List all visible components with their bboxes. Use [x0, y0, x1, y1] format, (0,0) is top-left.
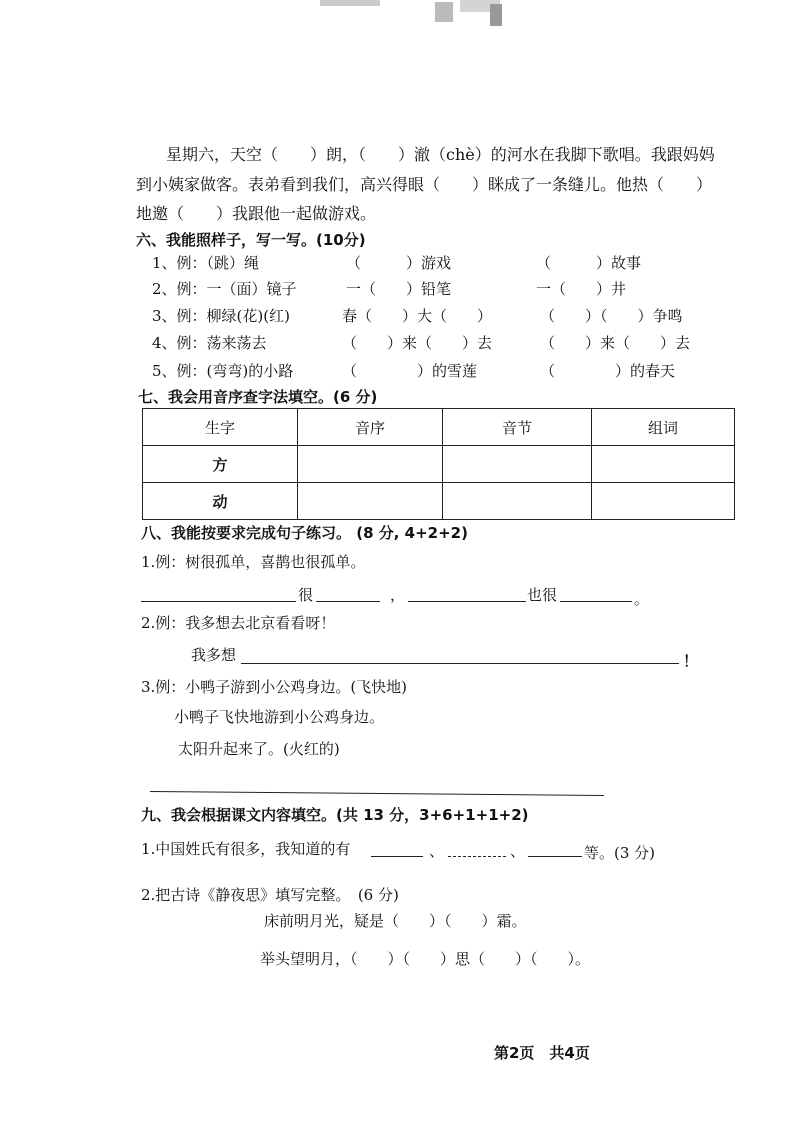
section6-blank-3a: 春（ ）大（ ）: [342, 307, 493, 325]
q1-fill-a: 很: [298, 586, 314, 604]
section8-q2: 2.例：我多想去北京看看呀！: [141, 614, 336, 632]
q2-prefix: 我多想: [191, 646, 237, 664]
q1-end: 。: [634, 590, 650, 608]
answer-line[interactable]: [316, 601, 380, 602]
q1-fill-b: 也很: [527, 586, 558, 604]
passage-line-2: 到小姨家做客。表弟看到我们，高兴得眼（ ）眯成了一条缝儿。他热（ ）: [136, 175, 713, 194]
answer-line[interactable]: [150, 791, 604, 796]
section8-q1: 1.例：树很孤单，喜鹊也很孤单。: [141, 553, 366, 571]
section8-heading: 八、我能按要求完成句子练习。 (8 分, 4+2+2): [141, 524, 468, 542]
table-cell-blank[interactable]: [592, 446, 735, 483]
q1-sep-2: 、: [510, 842, 526, 860]
passage-line-3: 地邀（ ）我跟他一起做游戏。: [136, 204, 377, 223]
section7-heading: 七、我会用音序查字法填空。(6 分): [138, 388, 378, 406]
section9-q2: 2.把古诗《静夜思》填写完整。 (6 分): [141, 886, 399, 904]
section6-example-3: 3、例：柳绿(花)(红): [152, 307, 290, 325]
section6-example-4: 4、例：荡来荡去: [152, 334, 267, 352]
answer-line[interactable]: [371, 856, 423, 857]
q1-sep-1: 、: [429, 842, 445, 860]
q2-end: ！: [683, 652, 699, 670]
section6-example-5: 5、例：(弯弯)的小路: [152, 362, 294, 380]
table-header: 生字: [143, 409, 298, 446]
table-header: 组词: [592, 409, 735, 446]
section6-blank-1a: （ ）游戏: [346, 254, 452, 272]
table-row: [143, 483, 735, 520]
section6-example-2: 2、例：一（面）镜子: [152, 280, 297, 298]
table-cell-char: 动: [143, 483, 298, 520]
table-cell-char: 方: [143, 446, 298, 483]
passage-line-1: 星期六，天空（ ）朗，（ ）澈（chè）的河水在我脚下歌唱。我跟妈妈: [166, 145, 715, 164]
section6-blank-3b: （ ）（ ）争鸣: [540, 307, 683, 325]
answer-line[interactable]: [408, 601, 526, 602]
table-cell-blank[interactable]: [592, 483, 735, 520]
section9-q1: 1.中国姓氏有很多，我知道的有: [141, 840, 351, 858]
table-row: [143, 446, 735, 483]
answer-line[interactable]: [141, 601, 296, 602]
table-cell-blank[interactable]: [298, 483, 443, 520]
table-cell-blank[interactable]: [443, 446, 592, 483]
table-header: 音序: [298, 409, 443, 446]
poem-line-2: 举头望明月，（ ）（ ）思（ ）（ ）。: [260, 950, 591, 968]
section6-blank-5a: （ ）的雪莲: [342, 362, 478, 380]
scan-smudge: [300, 0, 540, 28]
section6-heading: 六、我能照样子，写一写。(10分): [136, 231, 366, 249]
section6-blank-2a: 一（ ）铅笔: [346, 280, 452, 298]
page-number: 第2页 共4页: [494, 1044, 590, 1062]
answer-line[interactable]: [448, 856, 506, 857]
q1-end: 等。(3 分): [584, 844, 656, 862]
table-header-row: [143, 409, 735, 446]
section6-blank-1b: （ ）故事: [536, 254, 642, 272]
answer-line[interactable]: [241, 663, 679, 664]
q3-sample: 小鸭子飞快地游到小公鸡身边。: [174, 708, 385, 726]
q1-comma: ，: [390, 586, 406, 604]
answer-line[interactable]: [560, 601, 632, 602]
section8-q3: 3.例：小鸭子游到小公鸡身边。(飞快地): [141, 678, 408, 696]
table-cell-blank[interactable]: [443, 483, 592, 520]
section6-example-1: 1、例：（跳）绳: [152, 254, 260, 272]
answer-line[interactable]: [528, 856, 582, 857]
poem-line-1: 床前明月光，疑是（ ）（ ）霜。: [264, 912, 527, 930]
section9-heading: 九、我会根据课文内容填空。(共 13 分，3+6+1+1+2): [141, 806, 529, 824]
section6-blank-5b: （ ）的春天: [540, 362, 676, 380]
table-cell-blank[interactable]: [298, 446, 443, 483]
table-header: 音节: [443, 409, 592, 446]
section6-blank-2b: 一（ ）井: [536, 280, 627, 298]
section6-blank-4a: （ ）来（ ）去: [342, 334, 493, 352]
section6-blank-4b: （ ）来（ ）去: [540, 334, 691, 352]
phonetic-lookup-table: [142, 408, 735, 520]
q3-task: 太阳升起来了。(火红的): [178, 740, 340, 758]
